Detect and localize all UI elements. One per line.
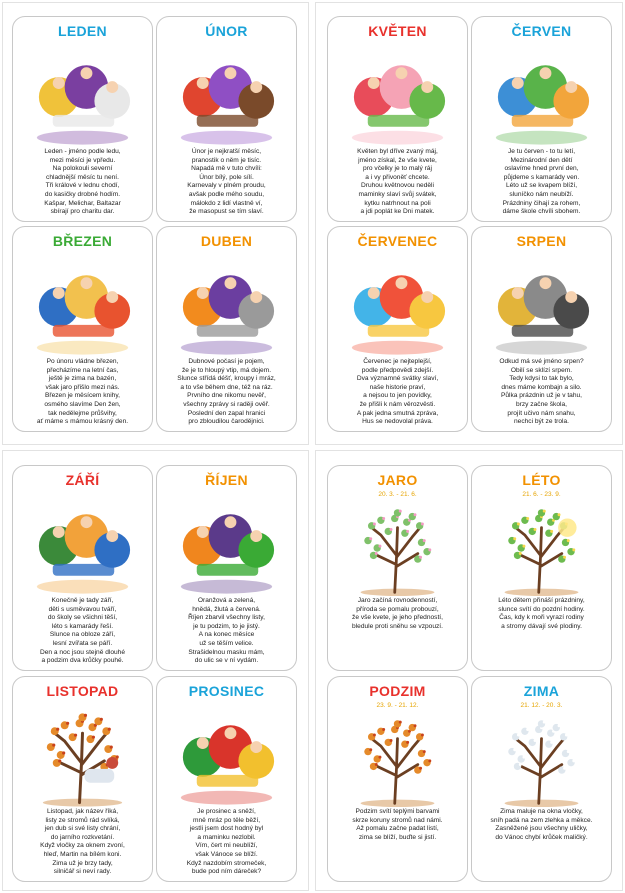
poem-line: Leden - jméno podle ledu,	[44, 148, 121, 155]
card-title: ČERVEN	[511, 23, 572, 39]
poem-line: do jarního rozkvetání.	[50, 833, 115, 841]
month-card-srpen	[471, 226, 612, 432]
poem-line: ať máme s mámou krásný den.	[36, 418, 129, 426]
poem-line: Na polokouli severní	[52, 165, 113, 173]
autumn-tree-martin-illustration	[25, 703, 140, 807]
poem-line: Když nazdobím stromeček,	[186, 859, 267, 867]
poem-line: jestli jsem dost hodný byl	[189, 825, 264, 833]
poem-line: ještě je zima na bazén,	[48, 375, 117, 383]
card-poem	[333, 597, 462, 631]
poem-line: naše historie praví,	[369, 383, 426, 391]
poem-line: Listopad, jak název říká,	[46, 808, 119, 815]
children-around-globe-illustration	[484, 43, 599, 147]
card-title: PODZIM	[369, 683, 426, 699]
card-title: PROSINEC	[188, 683, 265, 699]
three-kings-illustration	[25, 43, 140, 147]
card-poem	[162, 148, 291, 217]
poem-line: mně mráz po těle běží,	[192, 816, 261, 824]
poem-line: Slunce na obloze září,	[49, 631, 116, 639]
poem-line: Březen je měsícem knihy,	[44, 392, 120, 400]
poem-line: sluníčko nám neubíží.	[509, 190, 574, 198]
month-card-září	[12, 465, 153, 671]
card-poem	[477, 358, 606, 427]
poem-line: oslavíme hned první den,	[504, 165, 579, 173]
card-title: JARO	[377, 472, 418, 488]
poem-line: chladnější měsíc tu není.	[46, 173, 119, 181]
season-dates: 21. 12. - 20. 3.	[520, 702, 563, 709]
poem-line: do kasičky drobné hodím.	[44, 190, 121, 198]
card-title: KVĚTEN	[368, 23, 427, 39]
month-card-listopad	[12, 676, 153, 882]
poem-line: Vím, čert mi neublíží,	[195, 842, 258, 850]
poem-line: jméno získal, že vše kvete,	[358, 156, 437, 164]
card-title: ČERVENEC	[357, 233, 438, 249]
card-poem	[18, 358, 147, 427]
poem-line: bude pod ním dáreček?	[191, 868, 262, 876]
poem-line: listy ze stromů rád svlíká,	[45, 816, 120, 824]
poem-line: osmého slavíme Den žen,	[44, 400, 121, 408]
spring-tree-illustration	[340, 500, 455, 596]
poem-line: do školy se všichni těší,	[47, 614, 118, 622]
card-title: LÉTO	[522, 472, 561, 488]
poem-line: všechny zprávy si raději ověř.	[183, 400, 270, 408]
poem-line: Oranžová a zelená,	[197, 597, 256, 604]
christmas-tree-illustration	[169, 703, 284, 807]
season-dates: 21. 6. - 23. 9.	[522, 491, 561, 498]
month-card-podzim	[327, 676, 468, 882]
poem-line: půjdeme s kamarády ven.	[503, 173, 580, 181]
poem-line: málokdo z lidí vlastně ví,	[190, 199, 263, 207]
poem-line: slunce svítí do pozdní hodiny.	[498, 605, 585, 613]
month-card-únor	[156, 16, 297, 222]
poem-line: a maminku nezlobil.	[197, 833, 256, 841]
card-poem	[162, 808, 291, 877]
card-poem	[333, 808, 462, 842]
poem-line: Mezinárodní den dětí	[510, 156, 573, 164]
poem-line: A na konec měsíce	[198, 631, 255, 639]
poem-line: však jaro přišlo mezi nás.	[45, 383, 120, 391]
card-poem	[333, 358, 462, 427]
poem-line: Po únoru vládne březen,	[46, 358, 119, 365]
poem-line: Když vločky za oknem zvoní,	[40, 842, 125, 850]
poem-line: Podzim svítí teplými barvami	[355, 808, 440, 815]
poem-line: Až pomalu začne padat listí,	[356, 825, 439, 833]
poem-line: nechci být ze trola.	[514, 418, 569, 426]
month-card-leden	[12, 16, 153, 222]
month-card-jaro	[327, 465, 468, 671]
poem-line: děti s usměvavou tváří,	[48, 605, 117, 613]
month-card-prosinec	[156, 676, 297, 882]
poem-line: do Vánoc chybí krůček maličký.	[495, 833, 588, 841]
winter-tree-illustration	[484, 711, 599, 807]
poem-line: Je prosinec a sněží,	[197, 808, 256, 815]
card-poem	[333, 148, 462, 217]
card-title: DUBEN	[200, 233, 253, 249]
month-card-červenec	[327, 226, 468, 432]
poem-line: Zasněžené jsou všechny uličky,	[495, 825, 588, 833]
card-poem	[477, 597, 606, 631]
poem-line: je tu podzim, to je jistý.	[193, 622, 260, 630]
wheat-harvester-illustration	[484, 253, 599, 357]
poem-line: podle předpovědi zdejší.	[361, 366, 434, 374]
month-card-léto	[471, 465, 612, 671]
month-card-březen	[12, 226, 153, 432]
poem-line: maminky slaví svůj svátek,	[358, 190, 437, 198]
poem-line: Říjen zbarvil všechny listy,	[188, 614, 265, 622]
poem-line: už se těším velice.	[199, 639, 254, 647]
poem-line: Prvního dne nikomu nevěř,	[187, 392, 266, 400]
poem-line: a i vy přivoněť chcete.	[365, 173, 430, 181]
poem-line: a nejsou to jen povídky,	[363, 392, 432, 400]
poem-line: že masopust se tím slaví.	[189, 208, 264, 216]
poem-line: že je to hloupý vtip, má dojem.	[181, 366, 272, 374]
poem-line: projít učivo nám snahu,	[507, 409, 576, 417]
card-poem	[162, 358, 291, 427]
card-title: ŘÍJEN	[205, 472, 248, 488]
poem-line: dnes máme kombajn a silo.	[501, 383, 582, 391]
poem-line: Karnevaly v plném proudu,	[187, 182, 266, 190]
card-poem	[18, 148, 147, 217]
poem-line: Strašidelnou masku mám,	[188, 648, 265, 656]
poem-line: Kašpar, Melichar, Baltazar	[44, 199, 121, 207]
card-poem	[18, 808, 147, 877]
poem-line: Červenec je nejteplejší,	[363, 358, 432, 365]
card-title: ZÁŘÍ	[65, 472, 100, 488]
witch-bonfire-illustration	[169, 253, 284, 357]
poem-line: Den a noc jsou stejně dlouhé	[39, 648, 126, 656]
autumn-tree-illustration	[340, 711, 455, 807]
poem-line: do ulic se v ní vydám.	[194, 657, 259, 665]
poem-line: sbírají pro charitu dar.	[50, 208, 115, 216]
poem-line: že přišli k nám věrozvěsti.	[359, 400, 436, 408]
poem-line: Léto už se kvapem blíží,	[505, 182, 578, 190]
poem-line: že vše kvete, je jeho předností,	[352, 614, 443, 622]
poem-line: hnědá, žlutá a červená.	[192, 605, 261, 613]
poem-line: Čas, kdy k moři vyrazí rodiny	[499, 614, 584, 622]
poem-line: Obilí se sklízí srpem.	[510, 366, 573, 374]
poem-line: Zima maluje na okna vločky,	[500, 808, 583, 815]
season-dates: 20. 3. - 21. 6.	[378, 491, 417, 498]
poem-line: kytku natrhnout na poli	[364, 199, 431, 207]
poem-line: Hus se nedovolal práva.	[362, 418, 433, 426]
poem-line: léto s kamarády řeší.	[51, 622, 114, 630]
poem-line: hleď, Martin na bílém koni.	[43, 850, 122, 858]
poem-line: a stromy dávají své plodiny.	[501, 622, 582, 630]
poem-line: Tedy kdysi to tak bylo,	[509, 375, 574, 383]
poem-line: lesní zvířata se páří.	[52, 639, 113, 647]
poem-line: Dubnové počasí je pojem,	[188, 358, 265, 365]
poem-line: mezi měsíci je vpředu.	[49, 156, 116, 164]
poem-line: Konečně je tady září,	[51, 597, 114, 604]
poem-line: Léto dětem přináší prázdniny,	[498, 597, 585, 604]
poem-line: a podzim dva krůčky pouhé.	[41, 657, 124, 665]
poem-line: Tři králové v lednu chodí,	[45, 182, 120, 190]
card-poem	[477, 808, 606, 842]
summer-tree-illustration	[484, 500, 599, 596]
poem-line: tak nedělejme průšvihy,	[48, 409, 117, 417]
poem-line: Odkud má své jméno srpen?	[499, 358, 584, 365]
poem-line: Prázdniny čihají za rohem,	[502, 199, 581, 207]
card-title: BŘEZEN	[52, 233, 113, 249]
month-card-duben	[156, 226, 297, 432]
poem-line: pro včelky je to malý ráj	[363, 165, 432, 173]
month-card-květen	[327, 16, 468, 222]
card-title: LEDEN	[58, 23, 107, 39]
season-dates: 23. 9. - 21. 12.	[376, 702, 419, 709]
poem-line: dáme škole chvíli sbohem.	[502, 208, 581, 216]
poem-line: Napadá mě v tuto chvíli:	[191, 165, 262, 173]
poem-line: pro zbloudilou čarodějnici.	[188, 418, 265, 426]
card-title: LISTOPAD	[46, 683, 119, 699]
poem-line: avšak podle mého soudu,	[188, 190, 265, 198]
poem-line: Poslední den zapal hranici	[187, 409, 266, 417]
poem-line: bledule proti sněhu se vzpouzí.	[352, 622, 443, 630]
card-title: SRPEN	[516, 233, 567, 249]
card-poem	[477, 148, 606, 217]
poem-line: Únor bílý, pole sílí.	[199, 173, 254, 181]
poem-line: zima se blíží, buďte si jistí.	[358, 833, 437, 841]
poem-line: a to vše během dne, též na ráz.	[180, 383, 273, 391]
poem-line: silničář si neví rady.	[53, 868, 112, 876]
month-card-říjen	[156, 465, 297, 671]
month-card-červen	[471, 16, 612, 222]
card-poem	[162, 597, 291, 666]
month-card-zima	[471, 676, 612, 882]
swimming-pool-slide-illustration	[340, 253, 455, 357]
poem-line: A pak jedna smutná zpráva,	[356, 409, 439, 417]
poem-line: Zima už je brzy tady,	[52, 859, 113, 867]
poem-line: Půlka prázdnin už je v tahu,	[500, 392, 582, 400]
poem-line: však Vánoce se blíží.	[195, 850, 258, 858]
halloween-children-illustration	[169, 492, 284, 596]
poem-line: a jdi poplát ke Dni matek.	[360, 208, 435, 216]
card-title: ÚNOR	[205, 23, 248, 39]
school-children-illustration	[25, 492, 140, 596]
poem-line: jen dub si své listy chrání,	[44, 825, 121, 833]
poem-line: skrze koruny stromů nad námi.	[352, 816, 443, 824]
poem-line: příroda se pomalu probouzí,	[356, 605, 439, 613]
poem-line: Slunce střídá déšť, kroupy i mráz,	[177, 375, 276, 383]
poem-line: brzy začne škola,	[516, 400, 567, 408]
poem-line: Je tu červen - to tu letí,	[507, 148, 576, 155]
poem-line: pranostik o něm je tisíc.	[191, 156, 262, 164]
poem-line: Únor je nejkratší měsíc,	[191, 148, 262, 155]
card-title: ZIMA	[523, 683, 560, 699]
carnival-masks-illustration	[169, 43, 284, 147]
card-poem	[18, 597, 147, 666]
poem-line: Dva významné svátky slaví,	[356, 375, 439, 383]
poem-line: přecházíme na letní čas,	[46, 366, 119, 374]
poem-line: Květen byl dříve zvaný máj,	[357, 148, 438, 155]
poem-line: Jaro začíná rovnodenností,	[357, 597, 438, 604]
children-reading-book-illustration	[25, 253, 140, 357]
poem-line: sníh padá na zem zlehka a měkce.	[490, 816, 593, 824]
poem-line: Druhou květnovou neděli	[361, 182, 434, 190]
flowers-heart-illustration	[340, 43, 455, 147]
